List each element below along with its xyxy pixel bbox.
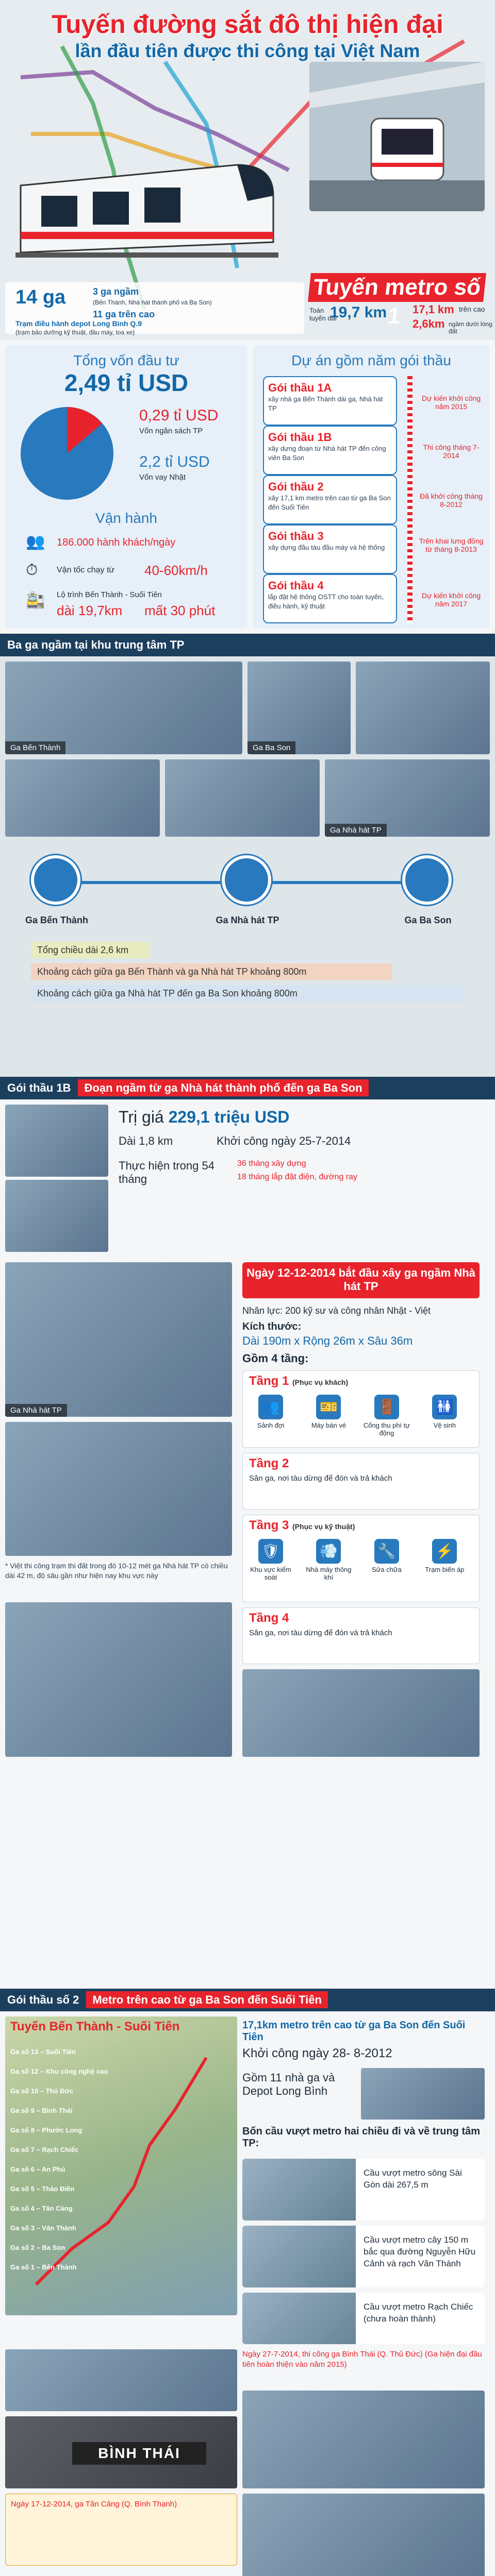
package-1b-section (0, 1077, 495, 1989)
budget-label: Vốn ngân sách TP (139, 427, 203, 435)
note-tan-cang: Ngày 17-12-2014, ga Tân Cảng (Q. Bình Thạnh) (5, 2494, 237, 2566)
tunnel-note: * Việt thi công trạm thi đất trong đó 10-12 mét ga Nhà hát TP có chiều dài 42 m, độ sâu gần như hiện nay khu vực này (5, 1562, 228, 1580)
duration-rails: 18 tháng lắp đặt điện, đường ray (237, 1173, 357, 1181)
size-title: Kích thước: (242, 1321, 302, 1332)
g2-stations: Gồm 11 nhà ga và Depot Long Bình (242, 2071, 335, 2097)
underground-stations-note: (Bến Thành, Nhà hát thành phố và Ba Son) (93, 299, 212, 306)
package-2: Gói thầu 2 xây 17,1 km metro trên cao từ ga Ba Son đến Suối Tiên (263, 475, 397, 524)
route-map-title: Tuyến Bến Thành - Suối Tiên (10, 2020, 180, 2033)
photo-elevated (361, 2068, 485, 2120)
floors-title: Gồm 4 tầng: (242, 1352, 309, 1365)
photo-tunnel (5, 1422, 232, 1556)
duration-build: 36 tháng xây dựng (237, 1159, 306, 1168)
floor-1: Tầng 1 (Phục vụ khách) 👥 Sảnh đợi 🎫 Máy bán vé 🚪 Cổng thu phí tự động 🚻 Vệ sinh (242, 1370, 480, 1448)
investment-value: 2,49 tỉ USD (64, 369, 189, 396)
line-1-badge: Tuyến metro số 1 (308, 273, 486, 302)
photo-station-render (242, 1669, 480, 1757)
package-1b-bar: Gói thầu 1B Đoạn ngầm từ ga Nhà hát thành phố đến ga Ba Son (0, 1077, 495, 1099)
underground-bar: Ba ga ngầm tại khu trung tâm TP (0, 634, 495, 656)
photo-ba-son-b (356, 662, 490, 754)
ticket-banner: Ngày 12-12-2014 bắt đầu xây ga ngầm Nhà hát TP (242, 1262, 480, 1298)
note-binh-thai: Ngày 27-7-2014, thi công ga Bình Thái (Q. Thủ Đức) (Ga hiện đại đầu tiên hoàn thiện vào năm 2015) (242, 2350, 482, 2369)
photo-nha-hat: Ga Nhà hát TP (325, 759, 490, 837)
length: Dài 1,8 km (119, 1134, 173, 1147)
g2-length: 17,1km metro trên cao từ ga Ba Son đến Suối Tiên (242, 2020, 466, 2043)
package-1a: Gói thầu 1A xây nhà ga Bến Thành dài ga, Nhà hát TP (263, 376, 397, 426)
photo-workers-b (5, 1180, 108, 1252)
floor-1-item: 🚪 Cổng thu phí tự động (361, 1393, 412, 1437)
timeline-4: Dự kiến khởi công năm 2017 (421, 591, 481, 608)
photo-site-c (5, 1602, 232, 1757)
bridge-3: Cầu vượt metro Rạch Chiếc (chưa hoàn thành) (242, 2293, 485, 2344)
depot-title: Trạm điều hành depot Long Bình Q.9 (15, 319, 142, 328)
route-station-list: Ga số 13 – Suối Tiên Ga số 12 – Khu công nghệ cao Ga số 10 – Thủ Đức Ga số 9 – Bình Thái Ga số 8 – Phước Long Ga số 7 – Rạch Chiếc Ga số 6 – An Phú Ga số 5 – Thảo Điền Ga số 4 – Tân Cảng Ga số 3 – Văn Thánh Ga số 2 – Ba Son Ga số 1 – Bến Thành (10, 2048, 108, 2271)
value-line: Trị giá 229,1 triệu USD (119, 1108, 290, 1126)
timeline-track (407, 376, 412, 623)
trip-time: mất 30 phút (144, 603, 216, 618)
investment-panel (5, 345, 248, 629)
speed-value: 40-60km/h (144, 563, 208, 578)
size-value: Dài 190m x Rộng 26m x Sâu 36m (242, 1334, 413, 1347)
workforce: Nhân lực: 200 kỹ sư và công nhân Nhật - Việt (242, 1306, 431, 1316)
photo-ben-thanh: Ga Bến Thành (5, 662, 242, 754)
photo-nha-hat-interior: Ga Nhà hát TP (5, 1262, 232, 1417)
photo-viaduct (5, 2349, 237, 2411)
bridges-title: Bốn cầu vượt metro hai chiều đi và về trung tâm TP: (242, 2126, 481, 2149)
duration: Thực hiện trong 54 tháng (119, 1159, 214, 1185)
station-ben-thanh: Ga Bến Thành (25, 915, 88, 925)
underground-stations-section (0, 634, 495, 1077)
passengers-value: 186.000 hành khách/ngày (57, 537, 176, 548)
distance-bt-nh: Khoảng cách giữa ga Bến Thành và ga Nhà hát TP khoảng 800m (31, 963, 392, 980)
station-sign: BÌNH THÁI (72, 2442, 206, 2465)
stations-count: 14 ga (15, 286, 66, 308)
packages-panel (253, 345, 490, 629)
elevated-length-value: 17,1 km (412, 303, 454, 316)
line-1-details (0, 340, 495, 634)
floor-3-item: 🔧 Sửa chữa (361, 1537, 412, 1573)
timeline-2: Đã khởi công tháng 8-2012 (419, 492, 483, 509)
station-nha-hat: Ga Nhà hát TP (216, 915, 279, 925)
photo-site-b (165, 759, 320, 837)
route-icon: 🚉 (26, 592, 45, 609)
total-length-label: Toàn tuyến dài (309, 307, 337, 322)
passengers-icon: 👥 (26, 533, 45, 550)
floor-4: Tầng 4 Sân ga, nơi tàu dừng để đón và trả khách (242, 1607, 480, 1664)
total-length-value: 19,7 km (330, 304, 387, 321)
japan-loan-label: Vốn vay Nhật (139, 473, 186, 482)
photo-binh-thai-sign (5, 2416, 237, 2488)
budget-value: 0,29 tỉ USD (139, 407, 219, 424)
floor-1-item: 🎫 Máy bán vé (303, 1393, 354, 1429)
ben-thanh-station-icon (31, 855, 80, 905)
investment-pie (15, 402, 119, 505)
bridge-2: Cầu vượt metro cây 150 m bắc qua đường Nguyễn Hữu Cảnh và rạch Văn Thánh (242, 2226, 485, 2287)
page-title: Tuyến đường sắt đô thị hiện đại (52, 10, 443, 39)
floor-3-item: 🛡 Khu vực kiểm soát (245, 1537, 296, 1581)
underground-length-value: 2,6km (412, 317, 445, 330)
route-map (5, 2016, 237, 2315)
trip-label: Lộ trình Bến Thành - Suối Tiên (57, 590, 162, 599)
package-4: Gói thầu 4 lắp đặt hệ thống OSTT cho toàn tuyến, điều hành, kỹ thuật (263, 574, 397, 623)
bridge-1: Cầu vượt metro sông Sài Gòn dài 267,5 m (242, 2159, 485, 2221)
underground-stations: 3 ga ngầm (93, 286, 139, 297)
timeline-1b: Thi công tháng 7-2014 (423, 443, 480, 460)
total-length: Tổng chiều dài 2,6 km (31, 942, 150, 958)
timeline-1a: Dự kiến khởi công năm 2015 (421, 394, 481, 411)
elevated-label: trên cao (459, 305, 485, 313)
depot-note: (trạm bảo dưỡng kỹ thuật, đầu máy, toa xe) (15, 329, 135, 336)
elevated-stations: 11 ga trên cao (93, 309, 155, 319)
floor-2: Tầng 2 Sân ga, nơi tàu dừng để đón và trả khách (242, 1453, 480, 1510)
speed-label: Vận tốc chạy từ (57, 566, 115, 574)
photo-ba-son-a: Ga Ba Son (248, 662, 351, 754)
floor-2-desc: Sân ga, nơi tàu dừng để đón và trả khách (249, 1474, 392, 1483)
station-ba-son: Ga Ba Son (404, 915, 452, 925)
packages-title: Dự án gồm năm gói thầu (291, 352, 451, 368)
start-date: Khởi công ngày 25-7-2014 (217, 1134, 351, 1147)
investment-title: Tổng vốn đầu tư (73, 352, 179, 368)
photo-site-a (5, 759, 160, 837)
speed-icon: ⏱ (26, 562, 38, 579)
package-3: Gói thầu 3 xây dựng đầu tàu đầu máy và hệ thống (263, 524, 397, 574)
floor-3-item: 💨 Nhà máy thông khí (303, 1537, 354, 1581)
floor-1-item: 🚻 Vệ sinh (419, 1393, 470, 1429)
photo-workers-a (5, 1105, 108, 1177)
metro-station-photo (309, 62, 485, 211)
floor-4-desc: Sân ga, nơi tàu dừng để đón và trả khách (249, 1629, 392, 1637)
trip-length: dài 19,7km (57, 603, 123, 618)
japan-loan-value: 2,2 tỉ USD (139, 453, 210, 470)
hero-section (0, 0, 495, 340)
package-1b: Gói thầu 1B xây dựng đoạn từ Nhà hát TP đến công viên Ba Son (263, 426, 397, 475)
floor-3: Tầng 3 (Phục vụ kỹ thuật) 🛡 Khu vực kiểm soát 💨 Nhà máy thông khí 🔧 Sửa chữa ⚡ Trạm biến áp (242, 1515, 480, 1602)
page-subtitle: lần đầu tiên được thi công tại Việt Nam (75, 40, 420, 61)
package-2-bar: Gói thầu số 2 Metro trên cao từ ga Ba Son đến Suối Tiên (0, 1989, 495, 2011)
underground-label: ngầm dưới lòng đất (449, 320, 492, 335)
floor-3-item: ⚡ Trạm biến áp (419, 1537, 470, 1573)
distance-nh-bs: Khoảng cách giữa ga Nhà hát TP đến ga Ba Son khoảng 800m (31, 985, 464, 1002)
photo-binh-thai-station (242, 2391, 485, 2488)
timeline-3: Trên khai lưng đồng từ tháng 8-2013 (419, 537, 484, 553)
photo-tan-cang (242, 2494, 485, 2576)
floor-1-item: 👥 Sảnh đợi (245, 1393, 296, 1429)
package-2-section (0, 1989, 495, 2576)
ba-son-station-icon (402, 855, 452, 905)
train-illustration (10, 155, 278, 263)
g2-start: Khởi công ngày 28- 8-2012 (242, 2046, 392, 2060)
nha-hat-station-icon (222, 855, 271, 905)
operation-title: Vận hành (95, 510, 157, 526)
